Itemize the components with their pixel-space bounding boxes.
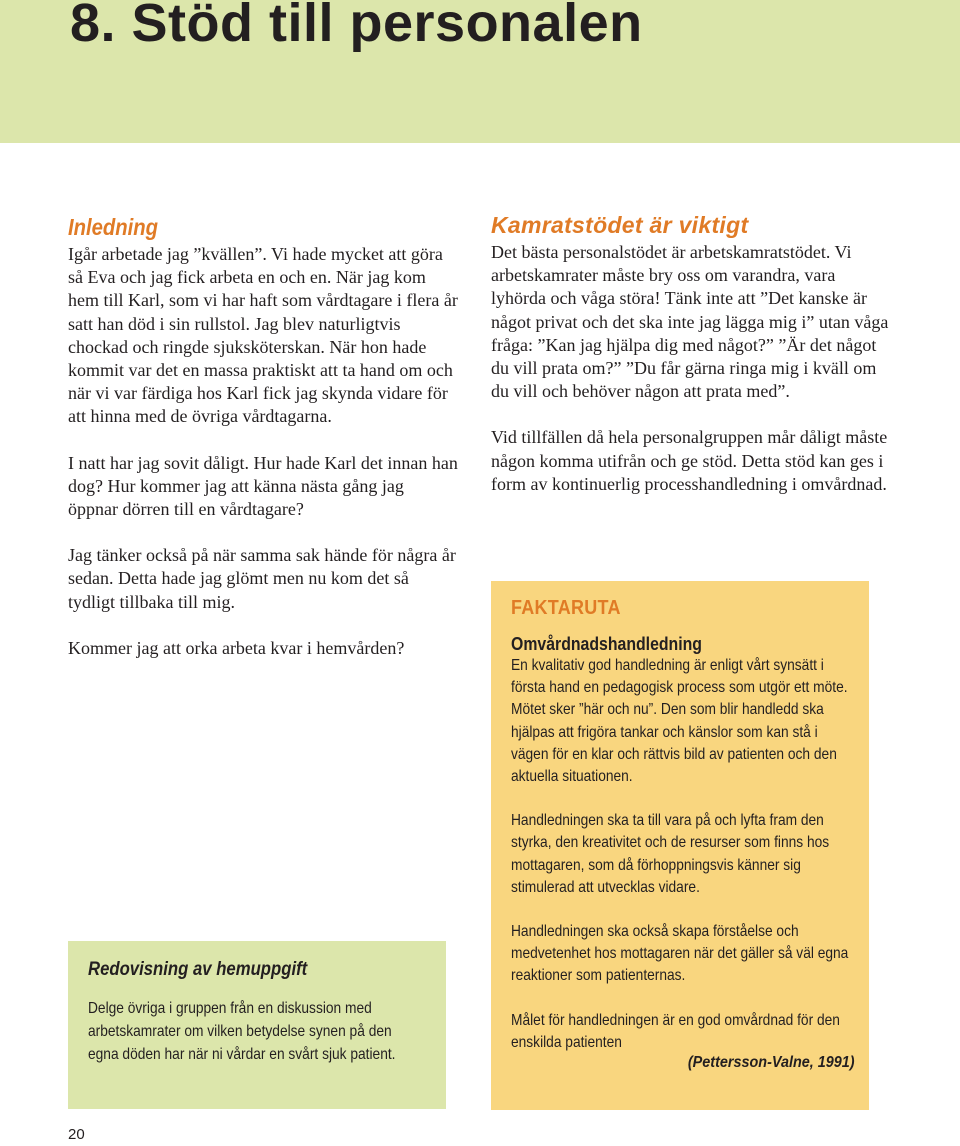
redovisning-box xyxy=(68,941,446,1109)
redovisning-text: Delge övriga i gruppen från en diskussion med arbetskamrater om vilken betydelse synen på den egna döden har när ni vårdar en svårt sjuk patient. xyxy=(88,1000,396,1063)
faktaruta-paragraph-3: Handledningen ska också skapa förståelse och medvetenhet hos mottagaren när det gäller så väl egna reaktioner som patienternas. xyxy=(511,923,849,985)
inledning-heading: Inledning xyxy=(68,214,158,240)
inledning-paragraph-3: Jag tänker också på när samma sak hände för några år sedan. Detta hade jag glömt men nu kom det så tydligt tillbaka till mig. xyxy=(68,545,456,612)
header-band xyxy=(0,0,960,143)
kamratstod-paragraph-2: Vid tillfällen då hela personalgruppen mår dåligt måste någon komma utifrån och ge stöd. Detta stöd kan ges i form av kontinuerlig processhandledning i omvårdnad. xyxy=(491,427,888,494)
faktaruta-title: FAKTARUTA xyxy=(511,597,621,619)
faktaruta-subtitle: Omvårdnadshandledning xyxy=(511,634,702,654)
page-number: 20 xyxy=(68,1126,85,1143)
redovisning-title: Redovisning av hemuppgift xyxy=(88,959,308,980)
inledning-paragraph-4: Kommer jag att orka arbeta kvar i hemvården? xyxy=(68,637,405,658)
inledning-section xyxy=(68,214,458,660)
faktaruta-box xyxy=(491,581,869,1110)
faktaruta-paragraph-1: En kvalitativ god handledning är enligt vårt synsätt i första hand en pedagogisk process som utgör ett möte. Mötet sker ”här och nu”. Den som blir handledd ska hjälpas att frigöra tankar och känslor som kan stå i vägen för en klar och rättvis bild av patienten och den aktuella situationen. xyxy=(511,657,848,786)
inledning-paragraph-1: Igår arbetade jag ”kvällen”. Vi hade mycket att göra så Eva och jag fick arbeta en och en. När jag kom hem till Karl, som vi har haft som vårdtagare i flera år satt han död i sin rullstol. Jag blev naturligtvis chockad och ringde sjuksköterskan. När hon hade kommit var det en massa praktiskt att ta hand om och när vi var färdiga hos Karl fick jag skynda vidare för att hinna med de övriga vårdtagarna. xyxy=(68,244,458,427)
chapter-title: 8. Stöd till personalen xyxy=(70,0,643,53)
faktaruta-paragraph-2: Handledningen ska ta till vara på och lyfta fram den styrka, den kreativitet och de resurser som finns hos mottagaren, som då förhoppningsvis känner sig stimulerad att utvecklas vidare. xyxy=(511,812,830,896)
faktaruta-paragraph-4: Målet för handledningen är en god omvårdnad för den enskilda patienten xyxy=(511,1011,840,1051)
inledning-paragraph-2: I natt har jag sovit dåligt. Hur hade Karl det innan han dog? Hur kommer jag att känna nästa gång jag öppnar dörren till en vårdtagare? xyxy=(68,452,458,520)
kamratstod-section xyxy=(491,212,891,496)
faktaruta-citation: (Pettersson-Valne, 1991) xyxy=(687,1054,855,1072)
kamratstod-heading: Kamratstödet är viktigt xyxy=(491,212,749,238)
kamratstod-paragraph-1: Det bästa personalstödet är arbetskamratstödet. Vi arbetskamrater måste bry oss om varandra, vara lyhörda och våga störa! Tänk inte att ”Det kanske är något privat och det ska inte jag lägga mig i” utan våga fråga: ”Kan jag hjälpa dig med något?” ”Är det något du vill prata om?” ”Du får gärna ringa mig i kväll om du vill och behöver någon att prata med”. xyxy=(491,242,889,402)
